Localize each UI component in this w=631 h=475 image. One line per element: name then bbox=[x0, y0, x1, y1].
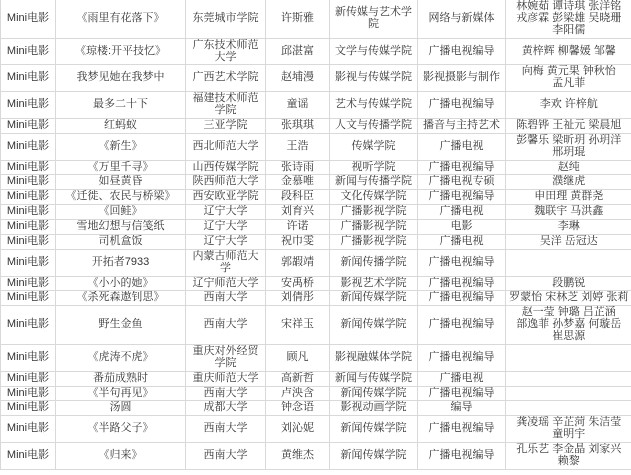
cell-school[interactable]: 山西传媒学院 bbox=[186, 160, 266, 175]
cell-college[interactable]: 新闻传媒学院 bbox=[330, 306, 418, 345]
member-name: 黄元果 bbox=[546, 65, 580, 78]
cell-major[interactable]: 广播电视 bbox=[418, 234, 506, 249]
cell-title[interactable]: 野生金鱼 bbox=[56, 306, 186, 345]
member-name: 申田理 bbox=[534, 190, 568, 203]
cell-college[interactable]: 广播影视学院 bbox=[330, 220, 418, 235]
cell-college[interactable]: 新闻传媒学院 bbox=[330, 291, 418, 306]
table-row bbox=[1, 371, 631, 386]
cell-director[interactable]: 张诗雨 bbox=[266, 160, 330, 175]
member-name: 张洋铭 bbox=[588, 0, 622, 12]
cell-school[interactable]: 重庆对外经贸学院 bbox=[186, 344, 266, 371]
table-row bbox=[1, 443, 631, 470]
cell-director[interactable]: 张琪琪 bbox=[266, 118, 330, 133]
cell-director[interactable]: 顾凡 bbox=[266, 344, 330, 371]
cell-director[interactable]: 宋祥玉 bbox=[266, 306, 330, 345]
table-row bbox=[1, 344, 631, 371]
cell-college[interactable]: 影视与传媒学院 bbox=[330, 65, 418, 92]
member-name: 许梓航 bbox=[564, 98, 598, 111]
member-name: 戎彦霖 bbox=[516, 11, 550, 24]
cell-college[interactable]: 传媒学院 bbox=[330, 133, 418, 160]
cell-category[interactable]: Mini电影 bbox=[1, 291, 56, 306]
cell-title[interactable]: 如昼黄昏 bbox=[56, 175, 186, 190]
cell-director[interactable]: 钟念语 bbox=[266, 401, 330, 416]
cell-members[interactable] bbox=[506, 401, 631, 416]
cell-college[interactable]: 新闻传媒学院 bbox=[330, 443, 418, 470]
cell-category[interactable]: Mini电影 bbox=[1, 92, 56, 119]
cell-college[interactable]: 广播影视学院 bbox=[330, 205, 418, 220]
cell-members[interactable] bbox=[506, 133, 631, 160]
member-name: 赵一莹 bbox=[521, 306, 555, 319]
cell-major[interactable]: 网络与新媒体 bbox=[418, 0, 506, 38]
table-row bbox=[1, 0, 631, 38]
cell-category[interactable]: Mini电影 bbox=[1, 276, 56, 291]
cell-college[interactable]: 影视融媒体学院 bbox=[330, 344, 418, 371]
member-name: 钟秋怡 bbox=[582, 65, 616, 78]
member-name: 辛芷菏 bbox=[552, 416, 586, 429]
cell-major[interactable]: 广播电视编导 bbox=[418, 344, 506, 371]
cell-college[interactable]: 影视艺术学院 bbox=[330, 276, 418, 291]
cell-members[interactable] bbox=[506, 92, 631, 119]
cell-school[interactable]: 西南大学 bbox=[186, 416, 266, 443]
cell-members[interactable] bbox=[506, 160, 631, 175]
cell-major[interactable]: 广播电视编导 bbox=[418, 160, 506, 175]
table-row bbox=[1, 416, 631, 443]
cell-title[interactable]: 《琼楼:开平技忆》 bbox=[56, 38, 186, 65]
cell-title[interactable]: 《虎涛不虎》 bbox=[56, 344, 186, 371]
cell-category[interactable]: Mini电影 bbox=[1, 371, 56, 386]
cell-college[interactable]: 新闻传媒学院 bbox=[330, 386, 418, 401]
cell-director[interactable]: 王浩 bbox=[266, 133, 330, 160]
cell-category[interactable]: Mini电影 bbox=[1, 38, 56, 65]
member-name: 孙玥洋 bbox=[588, 133, 622, 146]
member-name: 李阳儒 bbox=[552, 23, 586, 36]
cell-members[interactable] bbox=[506, 234, 631, 249]
cell-major[interactable]: 编导 bbox=[418, 401, 506, 416]
cell-college[interactable]: 广播影视学院 bbox=[330, 234, 418, 249]
cell-title[interactable]: 雪地幻想与信笺纸 bbox=[56, 220, 186, 235]
cell-major[interactable]: 广播电视 bbox=[418, 133, 506, 160]
member-name: 陈碧铧 bbox=[516, 118, 550, 131]
cell-category[interactable]: Mini电影 bbox=[1, 401, 56, 416]
cell-title[interactable]: 《回鲑》 bbox=[56, 205, 186, 220]
cell-major[interactable]: 广播电视编导 bbox=[418, 276, 506, 291]
cell-major[interactable]: 广播电视编导 bbox=[418, 416, 506, 443]
member-name: 马洪鑫 bbox=[570, 205, 604, 218]
cell-major[interactable]: 广播电视编导 bbox=[418, 306, 506, 345]
cell-major[interactable]: 广播电视编导 bbox=[418, 443, 506, 470]
cell-director[interactable]: 刘倩彤 bbox=[266, 291, 330, 306]
cell-category[interactable]: Mini电影 bbox=[1, 386, 56, 401]
member-name: 刘婷 bbox=[581, 291, 604, 304]
cell-category[interactable]: Mini电影 bbox=[1, 160, 56, 175]
cell-title[interactable]: 《迁徙、农民与桥梁》 bbox=[56, 190, 186, 205]
member-name: 彭馨乐 bbox=[516, 133, 550, 146]
table-row bbox=[1, 175, 631, 190]
cell-title[interactable]: 开拓者7933 bbox=[56, 249, 186, 276]
cell-members[interactable] bbox=[506, 220, 631, 235]
cell-members[interactable] bbox=[506, 276, 631, 291]
cell-title[interactable]: 我梦见她在我梦中 bbox=[56, 65, 186, 92]
cell-college[interactable]: 视听学院 bbox=[330, 160, 418, 175]
cell-members[interactable] bbox=[506, 443, 631, 470]
cell-school[interactable]: 西安欧亚学院 bbox=[186, 190, 266, 205]
member-name: 邹馨 bbox=[593, 44, 616, 57]
cell-category[interactable]: Mini电影 bbox=[1, 234, 56, 249]
member-name: 李琳 bbox=[557, 220, 580, 232]
cell-college[interactable]: 新闻与传媒学院 bbox=[330, 371, 418, 386]
cell-director[interactable]: 赵埔漫 bbox=[266, 65, 330, 92]
cell-title[interactable]: 最多二十下 bbox=[56, 92, 186, 119]
cell-director[interactable]: 祝巾雯 bbox=[266, 234, 330, 249]
member-name: 张莉 bbox=[606, 291, 629, 304]
cell-title[interactable]: 《半句再见》 bbox=[56, 386, 186, 401]
cell-members[interactable] bbox=[506, 386, 631, 401]
cell-college[interactable]: 影视动画学院 bbox=[330, 401, 418, 416]
cell-school[interactable]: 辽宁师范大学 bbox=[186, 276, 266, 291]
cell-director[interactable]: 卢泱含 bbox=[266, 386, 330, 401]
cell-school[interactable]: 东莞城市学院 bbox=[186, 0, 266, 38]
cell-college[interactable]: 新传媒与艺术学院 bbox=[330, 0, 418, 38]
cell-major[interactable]: 广播电视编导 bbox=[418, 38, 506, 65]
member-name: 梁昕玥 bbox=[552, 133, 586, 146]
cell-category[interactable]: Mini电影 bbox=[1, 416, 56, 443]
member-name: 邢玥琨 bbox=[552, 145, 586, 158]
cell-school[interactable]: 陕西师范大学 bbox=[186, 175, 266, 190]
member-name: 李欢 bbox=[539, 98, 562, 111]
cell-school[interactable]: 重庆师范大学 bbox=[186, 371, 266, 386]
cell-major[interactable]: 电影 bbox=[418, 220, 506, 235]
cell-category[interactable]: Mini电影 bbox=[1, 118, 56, 133]
cell-school[interactable]: 三亚学院 bbox=[186, 118, 266, 133]
cell-members[interactable] bbox=[506, 175, 631, 190]
cell-college[interactable]: 新闻传播学院 bbox=[330, 249, 418, 276]
cell-category[interactable]: Mini电影 bbox=[1, 344, 56, 371]
cell-members[interactable] bbox=[506, 190, 631, 205]
cell-members[interactable] bbox=[506, 0, 631, 38]
table-row bbox=[1, 306, 631, 345]
cell-school[interactable]: 辽宁大学 bbox=[186, 234, 266, 249]
cell-major[interactable]: 广播电视 bbox=[418, 205, 506, 220]
cell-college[interactable]: 新闻与传播学院 bbox=[330, 175, 418, 190]
table-row bbox=[1, 276, 631, 291]
cell-category[interactable]: Mini电影 bbox=[1, 249, 56, 276]
cell-school[interactable]: 成都大学 bbox=[186, 401, 266, 416]
table-row bbox=[1, 205, 631, 220]
cell-title[interactable]: 番茄成熟时 bbox=[56, 371, 186, 386]
cell-members[interactable] bbox=[506, 65, 631, 92]
member-name: 赖黎 bbox=[557, 454, 580, 467]
member-name: 魏联宇 bbox=[534, 205, 568, 218]
cell-school[interactable]: 西北师范大学 bbox=[186, 133, 266, 160]
member-name: 黄群尧 bbox=[570, 190, 604, 203]
member-name: 林婉茹 bbox=[516, 0, 550, 12]
member-name: 吴洋 bbox=[539, 234, 562, 247]
cell-director[interactable]: 刘育兴 bbox=[266, 205, 330, 220]
member-name: 黄梓辉 bbox=[521, 44, 555, 57]
cell-title[interactable]: 《雨里有花落下》 bbox=[56, 0, 186, 38]
cell-college[interactable]: 人文与传播学院 bbox=[330, 118, 418, 133]
cell-members[interactable] bbox=[506, 306, 631, 345]
table-row bbox=[1, 38, 631, 65]
cell-title[interactable]: 《半路父子》 bbox=[56, 416, 186, 443]
member-name: 钟璐 bbox=[557, 306, 580, 319]
cell-college[interactable]: 新闻传媒学院 bbox=[330, 416, 418, 443]
cell-director[interactable]: 邱湛富 bbox=[266, 38, 330, 65]
member-name: 梁晨旭 bbox=[588, 118, 622, 131]
cell-title[interactable]: 《归来》 bbox=[56, 443, 186, 470]
cell-school[interactable]: 西南大学 bbox=[186, 291, 266, 306]
cell-major[interactable]: 广播电视编导 bbox=[418, 190, 506, 205]
cell-major[interactable]: 广播电视 bbox=[418, 371, 506, 386]
cell-category[interactable]: Mini电影 bbox=[1, 443, 56, 470]
cell-school[interactable]: 西南大学 bbox=[186, 443, 266, 470]
cell-title[interactable]: 司机盒饭 bbox=[56, 234, 186, 249]
member-name: 孙梦嘉 bbox=[552, 318, 586, 331]
cell-director[interactable]: 许斯雅 bbox=[266, 0, 330, 38]
cell-major[interactable]: 广播电视编导 bbox=[418, 291, 506, 306]
member-name: 龚凌瑶 bbox=[516, 416, 550, 429]
member-name: 段鹏锐 bbox=[552, 276, 586, 289]
cell-school[interactable]: 广东技术师范大学 bbox=[186, 38, 266, 65]
member-name: 童明宇 bbox=[552, 428, 586, 441]
cell-title[interactable]: 《杀死森遨钊思》 bbox=[56, 291, 186, 306]
cell-school[interactable]: 西南大学 bbox=[186, 306, 266, 345]
cell-category[interactable]: Mini电影 bbox=[1, 175, 56, 190]
cell-title[interactable]: 《小小的她》 bbox=[56, 276, 186, 291]
cell-members[interactable] bbox=[506, 416, 631, 443]
table-row bbox=[1, 249, 631, 276]
member-name: 罗蒙怡 bbox=[509, 291, 543, 304]
cell-director[interactable]: 高新哲 bbox=[266, 371, 330, 386]
cell-members[interactable] bbox=[506, 291, 631, 306]
member-name: 岳冠达 bbox=[564, 234, 598, 247]
cell-director[interactable]: 段科臣 bbox=[266, 190, 330, 205]
table-row bbox=[1, 291, 631, 306]
member-name: 谭诗琪 bbox=[552, 0, 586, 12]
cell-major[interactable]: 广播电视专硕 bbox=[418, 175, 506, 190]
cell-major[interactable]: 影视摄影与制作 bbox=[418, 65, 506, 92]
cell-members[interactable] bbox=[506, 38, 631, 65]
cell-category[interactable]: Mini电影 bbox=[1, 0, 56, 38]
cell-title[interactable]: 《万里千寻》 bbox=[56, 160, 186, 175]
cell-members[interactable] bbox=[506, 371, 631, 386]
entries-table-body bbox=[1, 0, 631, 469]
cell-title[interactable]: 红蚂蚁 bbox=[56, 118, 186, 133]
table-row bbox=[1, 386, 631, 401]
cell-category[interactable]: Mini电影 bbox=[1, 190, 56, 205]
cell-college[interactable]: 艺术与传媒学院 bbox=[330, 92, 418, 119]
cell-title[interactable]: 汤圆 bbox=[56, 401, 186, 416]
cell-category[interactable]: Mini电影 bbox=[1, 65, 56, 92]
member-name: 吴晓珊 bbox=[588, 11, 622, 24]
cell-school[interactable]: 福建技术师范学院 bbox=[186, 92, 266, 119]
cell-college[interactable]: 文化传媒学院 bbox=[330, 190, 418, 205]
member-name: 向梅 bbox=[521, 65, 544, 78]
cell-members[interactable] bbox=[506, 118, 631, 133]
cell-members[interactable] bbox=[506, 249, 631, 276]
cell-category[interactable]: Mini电影 bbox=[1, 306, 56, 345]
cell-members[interactable] bbox=[506, 344, 631, 371]
table-row bbox=[1, 160, 631, 175]
member-name: 宋林芝 bbox=[545, 291, 579, 304]
cell-college[interactable]: 文学与传媒学院 bbox=[330, 38, 418, 65]
table-row bbox=[1, 92, 631, 119]
cell-category[interactable]: Mini电影 bbox=[1, 205, 56, 220]
table-row bbox=[1, 133, 631, 160]
table-row bbox=[1, 118, 631, 133]
cell-school[interactable]: 辽宁大学 bbox=[186, 205, 266, 220]
table-row bbox=[1, 234, 631, 249]
cell-school[interactable]: 广西艺术学院 bbox=[186, 65, 266, 92]
member-name: 孔乐艺 bbox=[516, 443, 550, 455]
cell-director[interactable]: 童谣 bbox=[266, 92, 330, 119]
member-name: 崔思源 bbox=[552, 330, 586, 342]
cell-members[interactable] bbox=[506, 205, 631, 220]
cell-category[interactable]: Mini电影 bbox=[1, 133, 56, 160]
member-name: 王祉元 bbox=[552, 118, 586, 131]
cell-school[interactable]: 内蒙古师范大学 bbox=[186, 249, 266, 276]
cell-major[interactable]: 播音与主持艺术 bbox=[418, 118, 506, 133]
cell-major[interactable]: 广播电视编导 bbox=[418, 386, 506, 401]
member-name: 孟凡菲 bbox=[552, 77, 586, 90]
cell-title[interactable]: 《新生》 bbox=[56, 133, 186, 160]
cell-director[interactable]: 许诺 bbox=[266, 220, 330, 235]
member-name: 赵纯 bbox=[557, 160, 580, 173]
cell-school[interactable]: 辽宁大学 bbox=[186, 220, 266, 235]
member-name: 吕芷涵 bbox=[582, 306, 616, 319]
member-name: 朱洁莹 bbox=[588, 416, 622, 429]
member-name: 刘家兴 bbox=[588, 443, 622, 455]
member-name: 濮继虎 bbox=[552, 175, 586, 188]
member-name: 部逸菲 bbox=[516, 318, 550, 331]
member-name: 何璇岳 bbox=[588, 318, 622, 331]
cell-director[interactable]: 黄维杰 bbox=[266, 443, 330, 470]
cell-major[interactable]: 广播电视编导 bbox=[418, 92, 506, 119]
member-name: 彭梁雄 bbox=[552, 11, 586, 24]
cell-director[interactable]: 金慕唯 bbox=[266, 175, 330, 190]
cell-major[interactable]: 广播电视编导 bbox=[418, 249, 506, 276]
cell-director[interactable]: 安禹桥 bbox=[266, 276, 330, 291]
table-row bbox=[1, 220, 631, 235]
cell-director[interactable]: 刘沁妮 bbox=[266, 416, 330, 443]
table-row bbox=[1, 190, 631, 205]
table-row bbox=[1, 401, 631, 416]
cell-category[interactable]: Mini电影 bbox=[1, 220, 56, 235]
member-name: 李金晶 bbox=[552, 443, 586, 455]
member-name: 柳馨媛 bbox=[557, 44, 591, 57]
table-row bbox=[1, 65, 631, 92]
cell-director[interactable]: 郭嘏靖 bbox=[266, 249, 330, 276]
cell-school[interactable]: 西南大学 bbox=[186, 386, 266, 401]
